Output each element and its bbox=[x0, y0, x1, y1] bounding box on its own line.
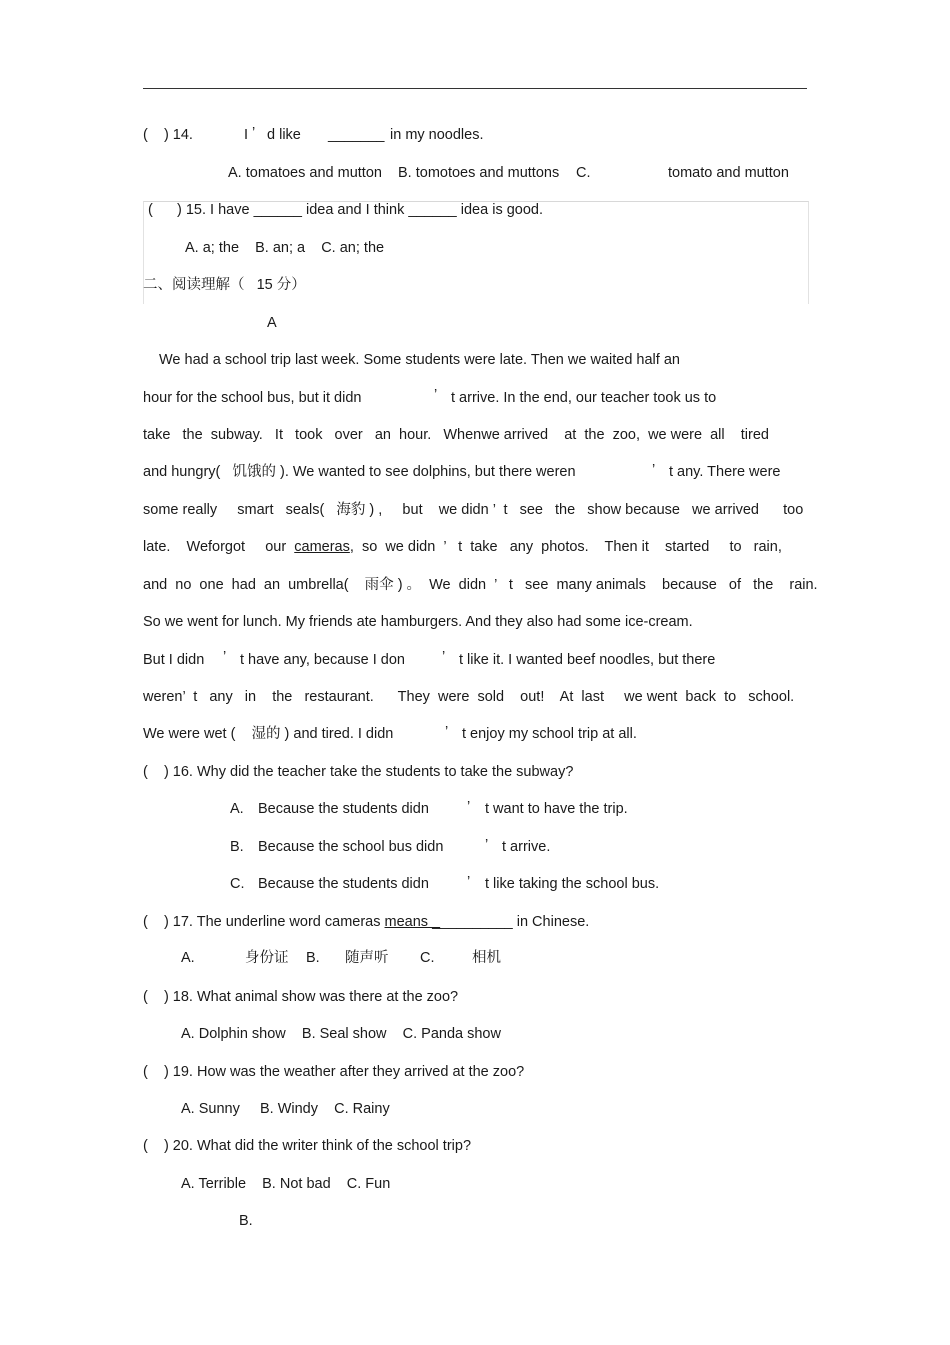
q14-option-c-label: C. bbox=[576, 165, 591, 181]
passage-a-line-4b: t any. There were bbox=[669, 464, 781, 480]
passage-b-label: B. bbox=[239, 1213, 253, 1229]
passage-a-line-11b: t enjoy my school trip at all. bbox=[462, 726, 637, 742]
passage-a-line-6 bbox=[143, 538, 782, 556]
q14-stem-part2: d like bbox=[267, 127, 301, 143]
passage-a-line-9-apostrophe-2: ’ bbox=[442, 649, 446, 665]
passage-a-line-11a: We were wet ( 湿的 ) and tired. I didn bbox=[143, 726, 394, 742]
q14-blank: _______ bbox=[328, 127, 385, 143]
q17-option-b-text: 随声听 bbox=[345, 950, 389, 966]
q14-stem-part3: in my noodles. bbox=[390, 127, 484, 143]
passage-a-line-6a: late. Weforgot our bbox=[143, 539, 295, 555]
passage-a-line-6b: , so we didn ’ t take any photos. Then it started to rain, bbox=[349, 539, 782, 555]
q16-option-a-apostrophe: ’ bbox=[467, 799, 471, 815]
passage-a-line-11-apostrophe: ’ bbox=[445, 724, 449, 740]
q18-options: A. Dolphin show B. Seal show C. Panda show bbox=[181, 1026, 501, 1042]
passage-a-label: A bbox=[267, 315, 277, 331]
passage-a-line-2a: hour for the school bus, but it didn bbox=[143, 390, 362, 406]
passage-a-line-2-apostrophe: ’ bbox=[434, 387, 438, 403]
q19-options: A. Sunny B. Windy C. Rainy bbox=[181, 1101, 390, 1117]
passage-a-line-9a: But I didn bbox=[143, 652, 205, 668]
q16-stem: ( ) 16. Why did the teacher take the students to take the subway? bbox=[143, 764, 574, 780]
q19-stem: ( ) 19. How was the weather after they arrived at the zoo? bbox=[143, 1064, 525, 1080]
q16-option-b-text: Because the school bus didn bbox=[258, 839, 444, 855]
passage-a-line-4a: and hungry( 饥饿的 ). We wanted to see dolphins, but there weren bbox=[143, 464, 576, 480]
passage-a-line-9b: t have any, because I don bbox=[240, 652, 405, 668]
q17-stem bbox=[143, 913, 589, 931]
passage-a-line-3: take the subway. It took over an hour. Whenwe arrived at the zoo, we were all tired bbox=[143, 427, 769, 443]
passage-a-line-5: some really smart seals( 海豹 ) , but we didn ’ t see the show because we arrived too bbox=[143, 502, 804, 518]
q17-option-c-label: C. bbox=[420, 950, 435, 966]
header-rule bbox=[143, 88, 807, 89]
passage-a-line-9c: t like it. I wanted beef noodles, but there bbox=[459, 652, 716, 668]
q14-number: ( ) 14. bbox=[143, 127, 193, 143]
q16-option-c-label: C. bbox=[230, 876, 245, 892]
q14-option-a: A. tomatoes and mutton bbox=[228, 165, 382, 181]
q16-option-a-label: A. bbox=[230, 801, 244, 817]
passage-a-line-10: weren’ t any in the restaurant. They were sold out! At last we went back to school. bbox=[143, 689, 795, 705]
q17-option-a-text: 身份证 bbox=[245, 950, 289, 966]
passage-a-line-9-apostrophe-1: ’ bbox=[223, 649, 227, 665]
q16-option-c-end: t like taking the school bus. bbox=[485, 876, 660, 892]
q20-options: A. Terrible B. Not bad C. Fun bbox=[181, 1176, 391, 1192]
passage-a-line-2b: t arrive. In the end, our teacher took us to bbox=[451, 390, 717, 406]
q17-option-b-label: B. bbox=[306, 950, 320, 966]
q14-option-c-text: tomato and mutton bbox=[668, 165, 789, 181]
q17-stem-part1: ( ) 17. The underline word cameras bbox=[143, 914, 385, 930]
q15-options: A. a; the B. an; a C. an; the bbox=[185, 240, 385, 256]
q16-option-c-apostrophe: ’ bbox=[467, 874, 471, 890]
q17-option-a-label: A. bbox=[181, 950, 195, 966]
q16-option-a-end: t want to have the trip. bbox=[485, 801, 628, 817]
q17-stem-part2: _________ in Chinese. bbox=[440, 914, 590, 930]
underlined-word-cameras: cameras bbox=[294, 539, 350, 555]
q16-option-b-apostrophe: ’ bbox=[485, 837, 489, 853]
passage-a-line-8: So we went for lunch. My friends ate hamburgers. And they also had some ice-cream. bbox=[143, 614, 693, 630]
passage-a-line-1: We had a school trip last week. Some students were late. Then we waited half an bbox=[159, 352, 680, 368]
q16-option-b-end: t arrive. bbox=[502, 839, 551, 855]
q15-stem: ( ) 15. I have ______ idea and I think ______ idea is good. bbox=[148, 202, 544, 218]
q16-option-b-label: B. bbox=[230, 839, 244, 855]
passage-a-line-4-apostrophe: ’ bbox=[652, 462, 656, 478]
q17-stem-underlined: means _ bbox=[384, 914, 441, 930]
passage-a-line-7: and no one had an umbrella( 雨伞 ) 。 We didn ’ t see many animals because of the rain. bbox=[143, 577, 818, 593]
q17-option-c-text: 相机 bbox=[472, 950, 501, 966]
q16-option-a-text: Because the students didn bbox=[258, 801, 429, 817]
section-reading-title: 二、阅读理解（ 15 分） bbox=[143, 277, 306, 293]
q20-stem: ( ) 20. What did the writer think of the school trip? bbox=[143, 1138, 472, 1154]
q16-option-c-text: Because the students didn bbox=[258, 876, 429, 892]
q18-stem: ( ) 18. What animal show was there at the zoo? bbox=[143, 989, 459, 1005]
q14-apostrophe: ’ bbox=[252, 125, 256, 141]
q14-stem-part1: I bbox=[244, 127, 249, 143]
q14-option-b: B. tomotoes and muttons bbox=[398, 165, 560, 181]
